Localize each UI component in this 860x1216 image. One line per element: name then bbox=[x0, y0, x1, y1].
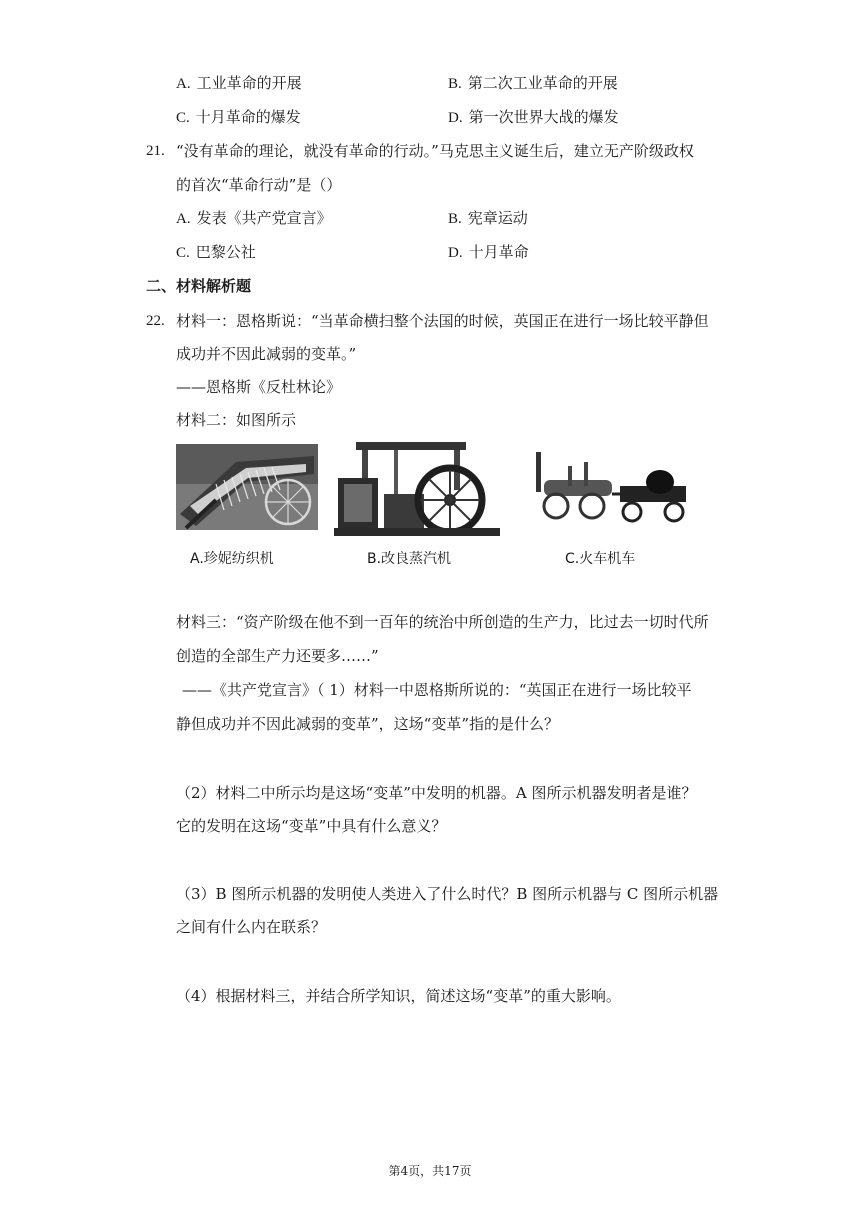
sub-question-4: （4）根据材料三，并结合所学知识，简述这场“变革”的重大影响。 bbox=[176, 987, 621, 1005]
option-key: B. bbox=[448, 211, 462, 227]
q21-stem-line2: 的首次“革命行动”是（） bbox=[176, 176, 342, 194]
locomotive-picture bbox=[528, 446, 692, 528]
image-b-caption: B.改良蒸汽机 bbox=[367, 551, 452, 567]
material-1-source: ——恩格斯《反杜林论》 bbox=[176, 378, 342, 396]
q21-number: 21. bbox=[146, 143, 165, 159]
page-footer: 第4页，共17页 bbox=[388, 1164, 472, 1178]
sub-question-2-line1: （2）材料二中所示均是这场“变革”中发明的机器。A 图所示机器发明者是谁？ bbox=[176, 784, 697, 802]
q21-option-d bbox=[448, 242, 529, 263]
option-text: 宪章运动 bbox=[467, 209, 528, 227]
q22-number: 22. bbox=[146, 313, 165, 329]
q20-option-a bbox=[176, 73, 302, 94]
option-key: A. bbox=[176, 211, 191, 227]
material-3-source-and-sub1: ——《共产党宣言》（ 1）材料一中恩格斯所说的：“英国正在进行一场比较平 bbox=[182, 681, 692, 699]
q20-option-d bbox=[448, 107, 619, 128]
q21-stem-line1: “没有革命的理论，就没有革命的行动。”马克思主义诞生后，建立无产阶级政权 bbox=[176, 142, 694, 160]
option-key: D. bbox=[448, 245, 463, 261]
q21-option-c bbox=[176, 242, 256, 263]
spinning-jenny-icon bbox=[176, 444, 318, 530]
option-text: 第一次世界大战的爆发 bbox=[468, 108, 619, 126]
option-text: 第二次工业革命的开展 bbox=[467, 74, 618, 92]
q20-option-b bbox=[448, 73, 618, 94]
material-2-label: 材料二：如图所示 bbox=[176, 411, 297, 429]
option-key: C. bbox=[176, 110, 190, 126]
material-1-line2: 成功并不因此减弱的变革。” bbox=[176, 345, 357, 363]
option-key: B. bbox=[448, 76, 462, 92]
steam-engine-picture bbox=[334, 438, 500, 536]
q21-option-b bbox=[448, 208, 528, 229]
option-key: D. bbox=[448, 110, 463, 126]
option-text: 工业革命的开展 bbox=[196, 74, 302, 92]
q20-option-c bbox=[176, 107, 301, 128]
option-key: C. bbox=[176, 245, 190, 261]
image-a-caption: A.珍妮纺织机 bbox=[190, 551, 274, 567]
section-title: 二、材料解析题 bbox=[146, 277, 252, 295]
option-text: 发表《共产党宣言》 bbox=[196, 209, 332, 227]
spinning-jenny-picture bbox=[176, 444, 318, 530]
option-text: 巴黎公社 bbox=[195, 243, 256, 261]
locomotive-icon bbox=[528, 446, 692, 528]
steam-engine-icon bbox=[334, 438, 500, 536]
material-1-line1: 材料一：恩格斯说：“当革命横扫整个法国的时候，英国正在进行一场比较平静但 bbox=[176, 312, 709, 330]
option-text: 十月革命的爆发 bbox=[195, 108, 301, 126]
material-3-line2: 创造的全部生产力还要多……” bbox=[176, 647, 379, 665]
sub-question-3-line1: （3）B 图所示机器的发明使人类进入了什么时代？B 图所示机器与 C 图所示机器 bbox=[176, 885, 719, 903]
option-text: 十月革命 bbox=[468, 243, 529, 261]
sub-question-3-line2: 之间有什么内在联系？ bbox=[176, 918, 327, 936]
image-c-caption: C.火车机车 bbox=[565, 551, 636, 567]
material-3-line1: 材料三：“资产阶级在他不到一百年的统治中所创造的生产力，比过去一切时代所 bbox=[176, 613, 709, 631]
sub-question-2-line2: 它的发明在这场“变革”中具有什么意义？ bbox=[176, 817, 447, 835]
sub-question-1-line2: 静但成功并不因此减弱的变革”，这场“变革”指的是什么？ bbox=[176, 715, 560, 733]
option-key: A. bbox=[176, 76, 191, 92]
q21-option-a bbox=[176, 208, 332, 229]
